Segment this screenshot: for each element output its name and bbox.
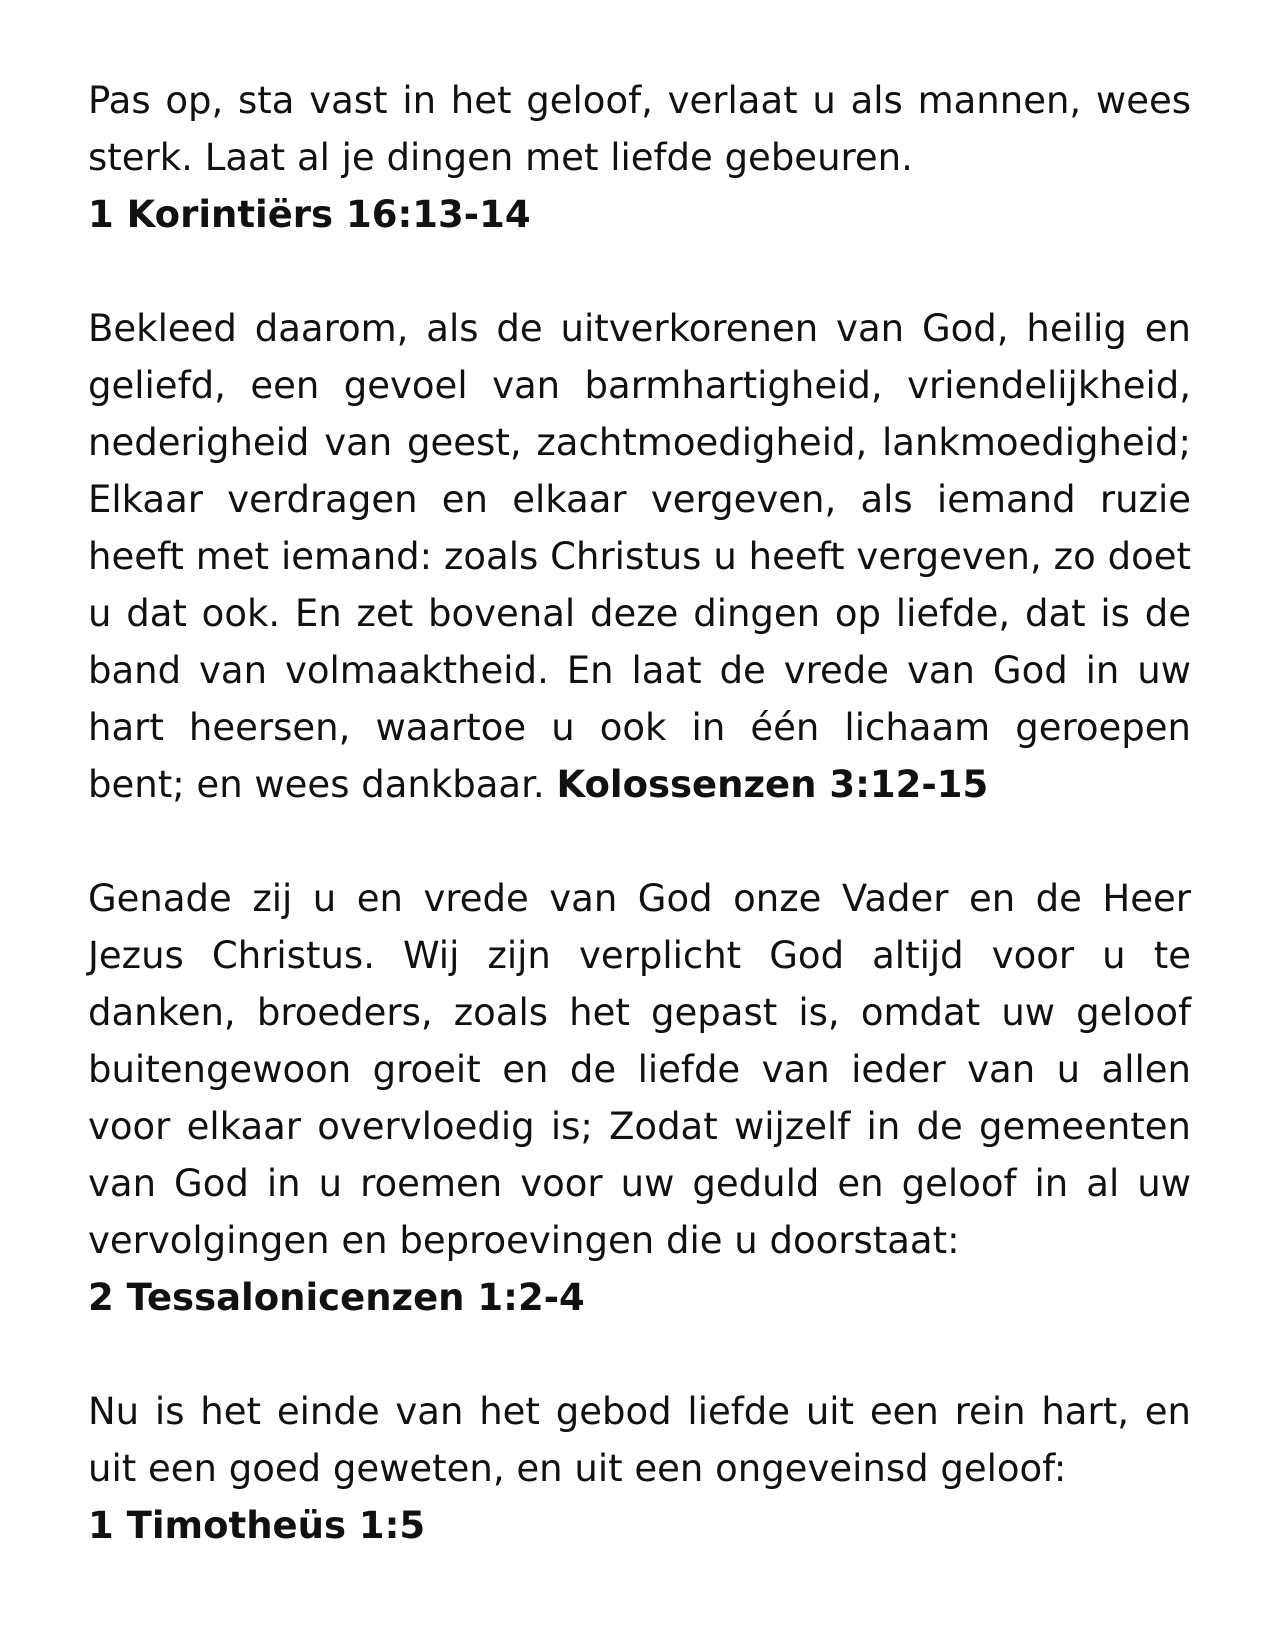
passage-reference: Kolossenzen 3:12-15 bbox=[556, 763, 989, 806]
passage-text: Bekleed daarom, als de uitverkorenen van God, heilig en geliefd, een gevoel van barmhartigheid, vriendelijkheid, nederigheid van geest, zachtmoedigheid, lankmoedigheid; Elkaar verdragen en elkaar vergeven, als iemand ruzie heeft met iemand: zoals Christus u heeft vergeven, zo doet u dat ook. En zet bovenal deze dingen op liefde, dat is de band van volmaaktheid. En laat de vrede van God in uw hart heersen, waartoe u ook in één lichaam geroepen bent; en wees dankbaar. bbox=[88, 307, 1191, 806]
document-page bbox=[88, 72, 1191, 1554]
passage-text: Genade zij u en vrede van God onze Vader en de Heer Jezus Christus. Wij zijn verplicht God altijd voor u te danken, broeders, zoals het gepast is, omdat uw geloof buitengewoon groeit en de liefde van ieder van u allen voor elkaar overvloedig is; Zodat wijzelf in de gemeenten van God in u roemen voor uw geduld en geloof in al uw vervolgingen en beproevingen die u doorstaat: bbox=[88, 877, 1191, 1262]
passage-paragraph bbox=[88, 300, 1191, 813]
passage-reference: 2 Tessalonicenzen 1:2-4 bbox=[88, 1276, 585, 1319]
passage-1-timotheus bbox=[88, 1383, 1191, 1554]
passage-reference: 1 Timotheüs 1:5 bbox=[88, 1504, 426, 1547]
passage-text: Pas op, sta vast in het geloof, verlaat u als mannen, wees sterk. Laat al je dingen met liefde gebeuren. bbox=[88, 79, 1191, 179]
passage-reference: 1 Korintiërs 16:13-14 bbox=[88, 193, 531, 236]
passage-kolossenzen bbox=[88, 300, 1191, 813]
passage-2-tessalonicenzen bbox=[88, 870, 1191, 1326]
passage-text: Nu is het einde van het gebod liefde uit een rein hart, en uit een goed geweten, en uit een ongeveinsd geloof: bbox=[88, 1390, 1191, 1490]
passage-1-korintiers bbox=[88, 72, 1191, 243]
